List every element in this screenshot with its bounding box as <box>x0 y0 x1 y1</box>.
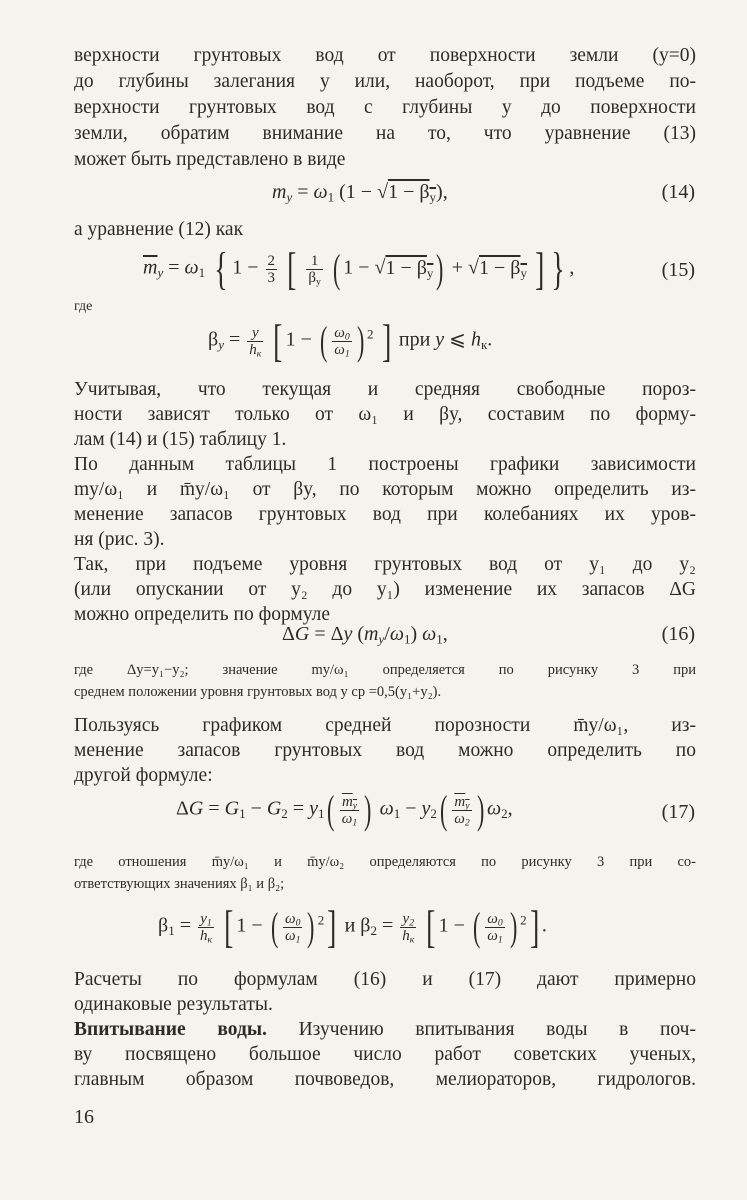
text-line: ности зависят только от ω₁ и βy, составим по форму- <box>74 404 696 425</box>
text-line: верхности грунтовых вод с глубины y до поверхности <box>74 97 696 118</box>
text-line: ву посвящено большое число работ советских ученых, <box>74 1044 696 1065</box>
formula-17: $\Delta G = G_1 - G_2 = y_1$( $\frac{m_y}{\omega_1}$ ) $\omega_1 - y_2$( $\frac{m_y}{\omega_2}$ ) $\omega_2$, <box>176 787 513 832</box>
text-line: Пользуясь графиком средней порозности m̄y/ω₁, из- <box>74 715 696 736</box>
text-line: верхности грунтовых вод от поверхности земли (y=0) <box>74 45 696 66</box>
equation-number: (16) <box>661 623 695 645</box>
text-line: главным образом почвоведов, мелиораторов, гидрологов. <box>74 1069 696 1090</box>
note-line: среднем положении уровня грунтовых вод y ср =0,5(y₁+y₂). <box>74 684 442 700</box>
note-line: где Δy=y₁−y₂; значение my/ω₁ определяется по рисунку 3 при <box>74 662 696 678</box>
text-line: лам (14) и (15) таблицу 1. <box>74 429 287 450</box>
text-line: а уравнение (12) как <box>74 219 244 240</box>
text-line: Так, при подъеме уровня грунтовых вод от y₁ до y₂ <box>74 554 696 575</box>
equation-number: (15) <box>661 259 695 281</box>
section-heading: Впитывание воды. <box>74 1019 267 1040</box>
text-line <box>74 1018 696 1042</box>
formula-beta-1-2: $\beta_1$ = $\frac{y_1}{h_к}$ [ 1 − ( $\frac{\omega_0}{\omega_1}$ ) $^2$] и $\beta_2$ = $\frac{y_2}{h_к}$ [ 1 − ( $\frac{\omega_0}{\omega_1}$ ) $^2$] . <box>158 901 547 952</box>
equation-number: (17) <box>661 801 695 823</box>
where-label: где <box>74 299 93 314</box>
equation-number: (14) <box>661 181 695 203</box>
text-line: менение запасов грунтовых вод при колебаниях их уров- <box>74 504 696 525</box>
text-line: другой формуле: <box>74 765 213 786</box>
formula-beta-y: $\beta_y$ = $\frac{y}{h_к}$ [ 1 − ( $\frac{\omega_0}{\omega_1}$ ) $^2$ ] при y ⩽ $h_к$. <box>208 315 493 366</box>
note-line: ответствующих значениях β₁ и β₂; <box>74 876 285 892</box>
text-line: менение запасов грунтовых вод можно определить по <box>74 740 696 761</box>
text-line: Учитывая, что текущая и средняя свободные порoз- <box>74 379 696 400</box>
text-line: Расчеты по формулам (16) и (17) дают примерно <box>74 969 696 990</box>
text-line: можно определить по формуле <box>74 604 331 625</box>
formula-15: $\overline{m}_y = \omega_1$ { 1 − $\frac{2}{3}$ [ $\frac{1}{\beta_y}$ ( $1 - √1 - \beta_y) + √1 - \beta_y$ ] } , <box>143 243 575 294</box>
page-number: 16 <box>74 1106 94 1128</box>
text-line: может быть представлено в виде <box>74 149 346 170</box>
text-line: (или опускании от y₂ до y₁) изменение их запасов ΔG <box>74 579 696 600</box>
text-line: земли, обратим внимание на то, что уравнение (13) <box>74 123 696 144</box>
text-line: одинаковые результаты. <box>74 994 273 1015</box>
note-line: где отношения m̄y/ω₁ и m̄y/ω₂ определяются по рисунку 3 при со- <box>74 854 696 870</box>
text-fragment: Изучению впитывания воды в поч- <box>266 1019 696 1040</box>
text-line: до глубины залегания y или, наоборот, при подъеме по- <box>74 71 696 92</box>
formula-16: ΔG = Δy $(m_y/\omega_1)$ $\omega_1$, <box>282 623 448 647</box>
text-line: По данным таблицы 1 построены графики зависимости <box>74 454 696 475</box>
formula-14: $m_y = \omega_1$ $(1 - √1 - \beta_y)$, <box>272 181 448 205</box>
text-line: my/ω₁ и m̄y/ω₁ от βy, по которым можно определить из- <box>74 479 696 500</box>
text-line: ня (рис. 3). <box>74 529 165 550</box>
